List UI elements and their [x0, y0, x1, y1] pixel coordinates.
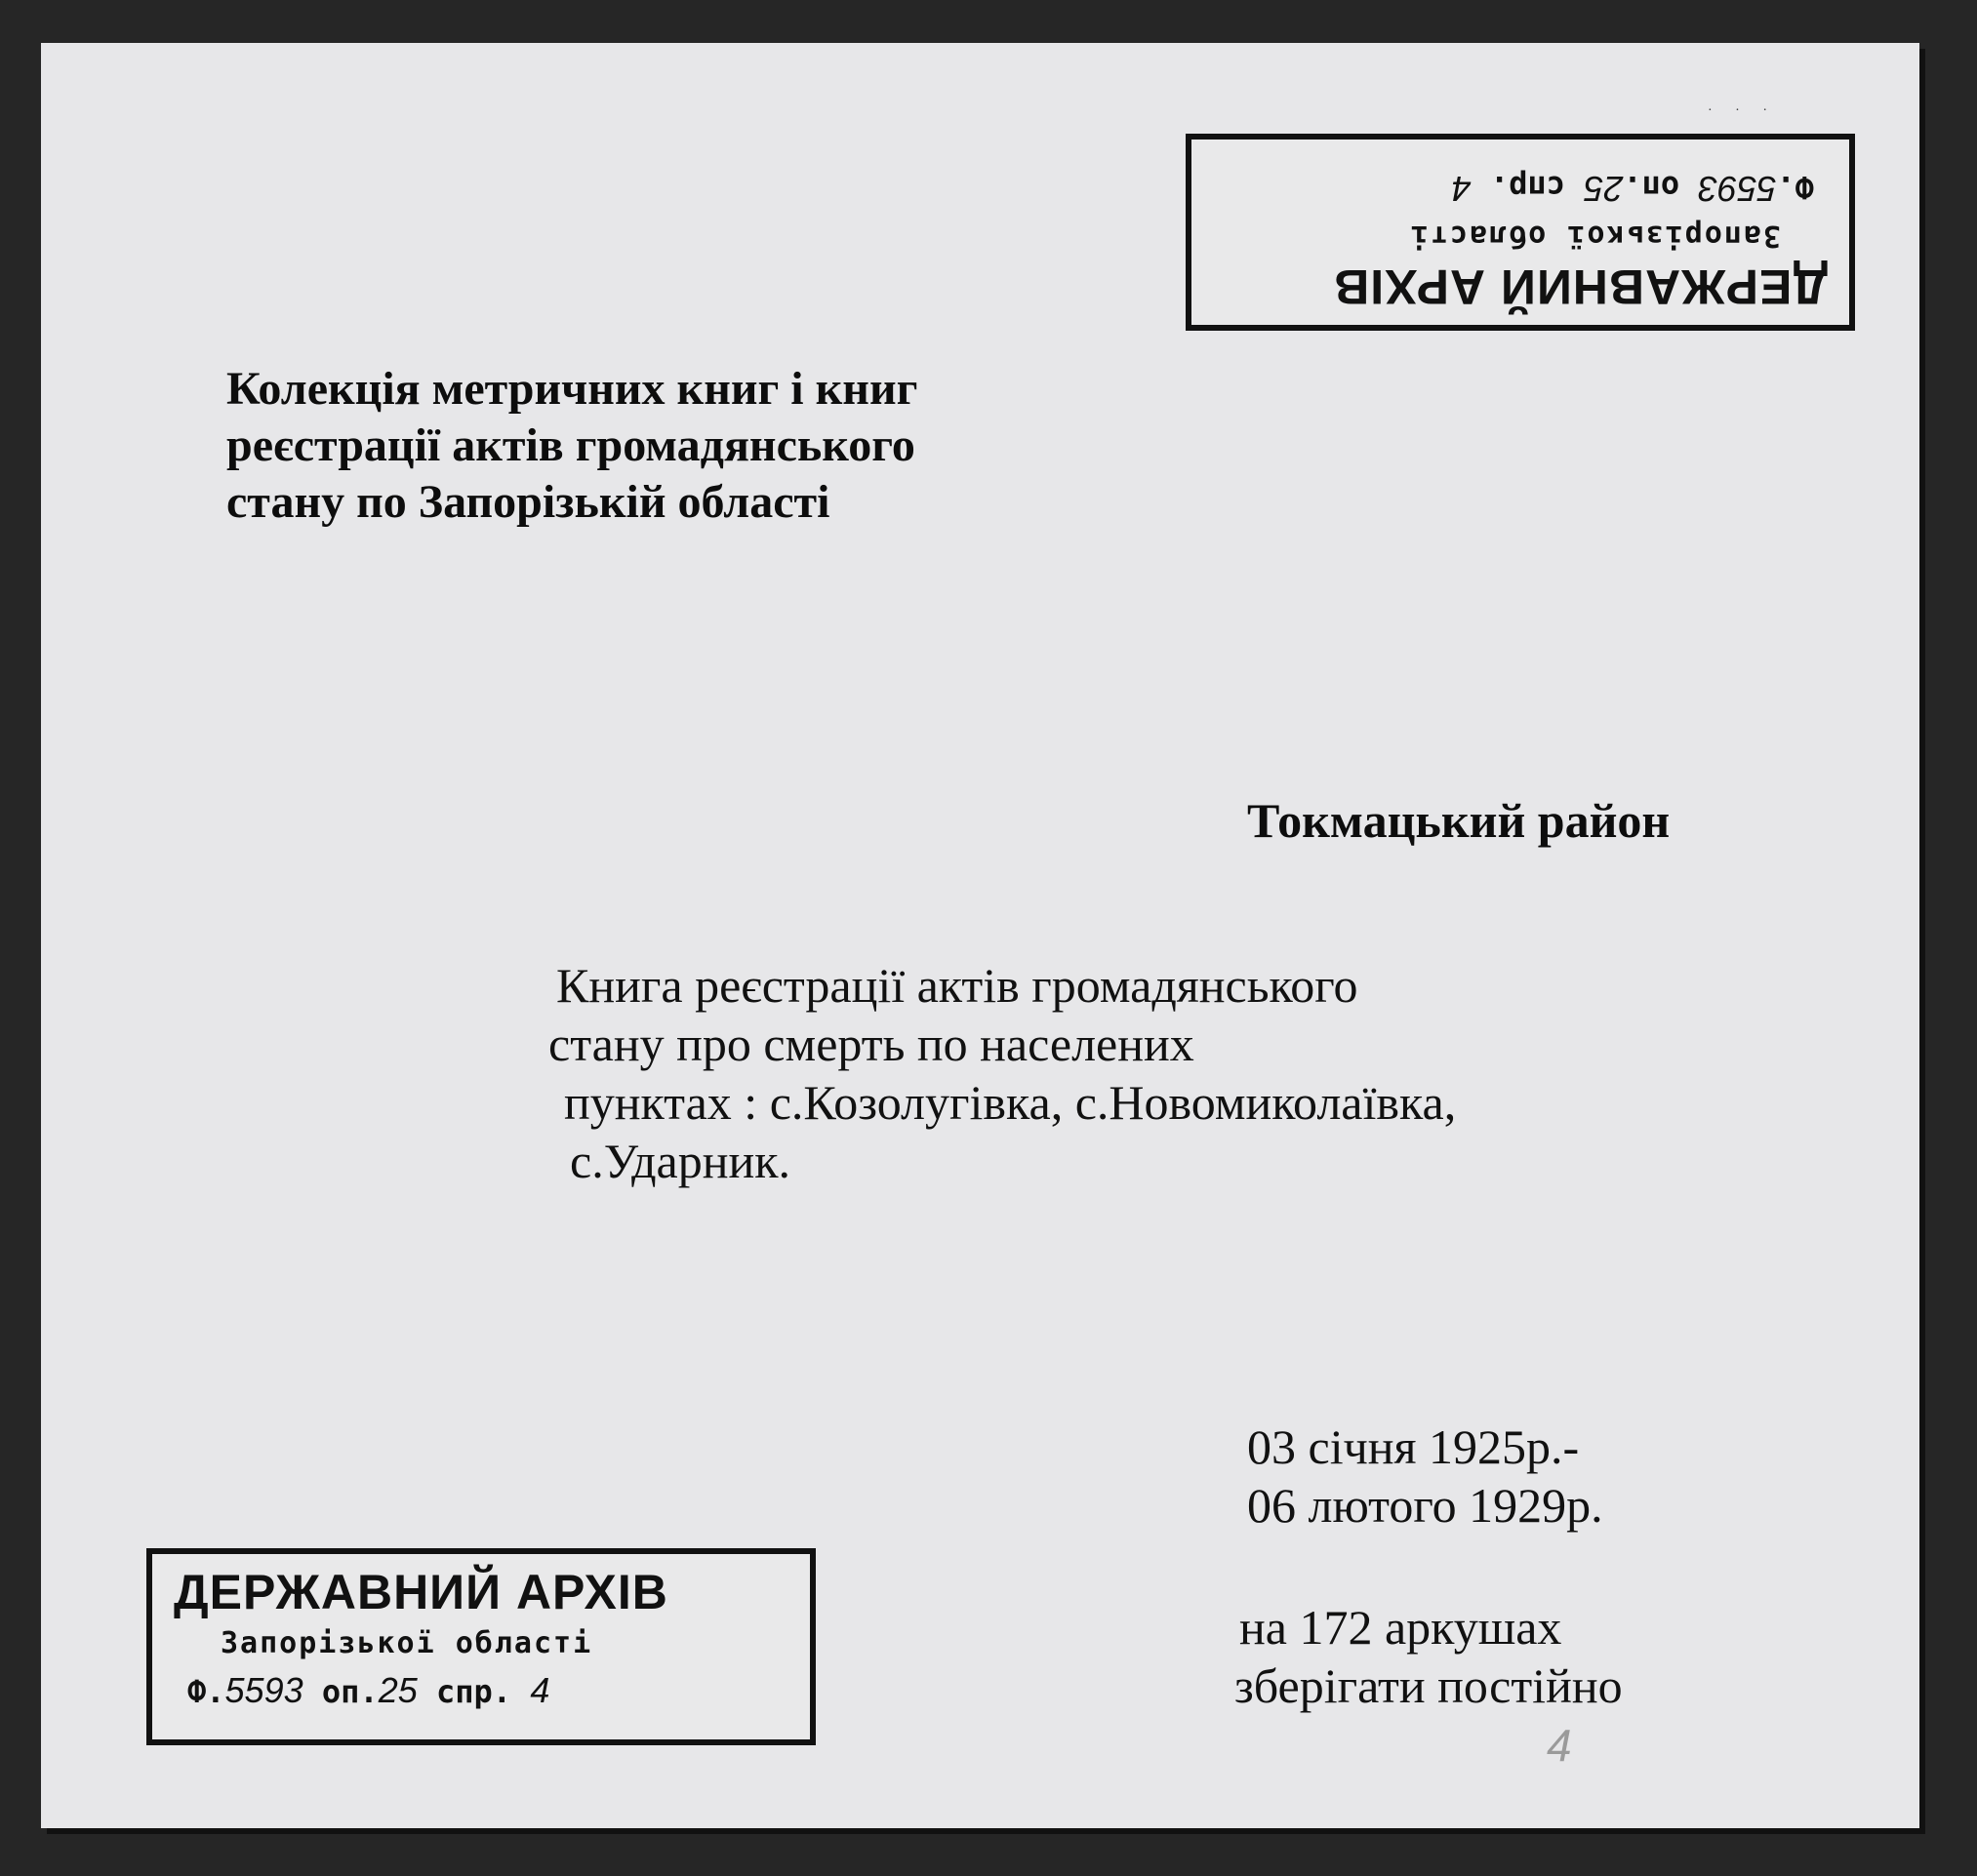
archive-stamp-top: [1186, 134, 1855, 331]
stamp-region: Запорізької області: [221, 1626, 593, 1660]
sheet-info: [1234, 1598, 1623, 1715]
folio-number: 4: [1547, 1720, 1572, 1771]
district-title: Токмацький район: [1247, 793, 1671, 848]
heading-line-1: Колекція метричних книг і книг: [226, 363, 918, 415]
scan-specks: · · ·: [1708, 103, 1777, 118]
stamp-title: ДЕРЖАВНИЙ АРХІВ: [174, 1565, 668, 1619]
heading-line-3: стану по Запорізькій області: [226, 476, 830, 528]
description-line-4: с.Ударник.: [570, 1134, 791, 1188]
retention-note: зберігати постійно: [1234, 1658, 1623, 1713]
heading-line-2: реєстрації актів громадянського: [226, 419, 915, 471]
description-line-1: Книга реєстрації актів громадянського: [556, 958, 1358, 1013]
date-range: [1247, 1417, 1603, 1535]
date-start: 03 січня 1925р.-: [1247, 1419, 1580, 1474]
description-line-3: пунктах : с.Козолугівка, с.Новомиколаївка,: [564, 1075, 1457, 1130]
description-line-2: стану про смерть по населених: [548, 1017, 1194, 1071]
sheet-count: на 172 аркушах: [1239, 1600, 1562, 1655]
stamp-title: ДЕРЖАВНИЙ АРХІВ: [1333, 259, 1828, 314]
stamp-reference: Ф.5593 оп.25 спр. 4: [1451, 169, 1814, 209]
stamp-region: Запорізької області: [1408, 219, 1781, 253]
book-description: [548, 956, 1727, 1190]
stamp-reference: Ф.5593 оп.25 спр. 4: [187, 1670, 550, 1710]
date-end: 06 лютого 1929р.: [1247, 1478, 1603, 1533]
collection-heading: [226, 361, 1105, 531]
archive-stamp-bottom: [146, 1548, 816, 1745]
